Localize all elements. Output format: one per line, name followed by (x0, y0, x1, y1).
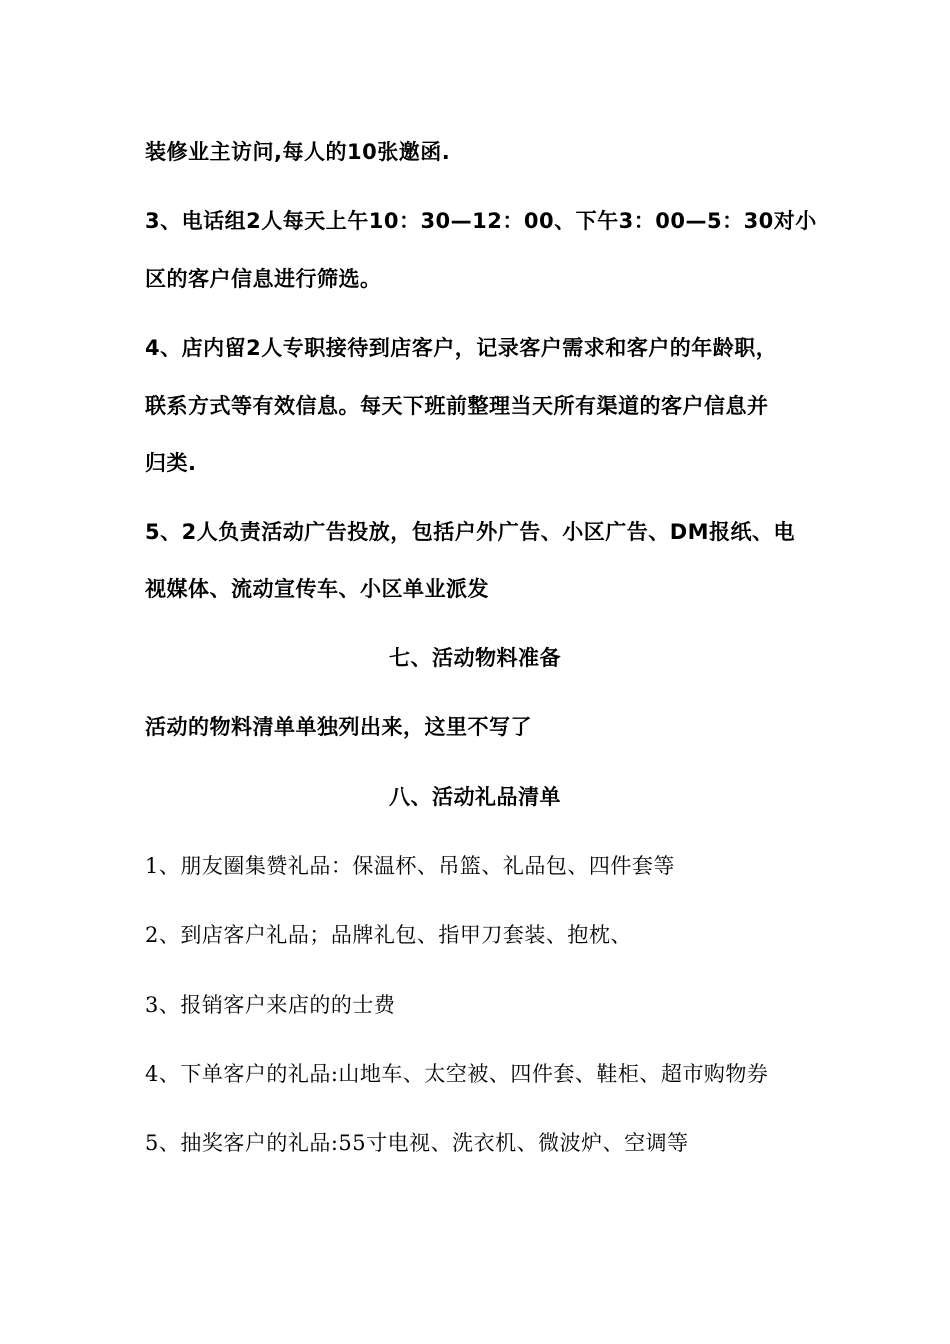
list-item-5-line-2: 视媒体、流动宣传车、小区单业派发 (145, 577, 489, 601)
list-item-3-line-1: 3、电话组2人每天上午10：30—12：00、下午3：00—5：30对小 (145, 209, 817, 233)
list-item-5-line-1: 5、2人负责活动广告投放，包括户外广告、小区广告、DM报纸、电 (145, 520, 796, 544)
section-8-heading: 八、活动礼品清单 (389, 785, 561, 809)
gift-list-item-3: 3、报销客户来店的的士费 (145, 993, 396, 1017)
section-7-body: 活动的物料清单单独列出来，这里不写了 (145, 715, 532, 739)
gift-list-item-5: 5、抽奖客户的礼品:55寸电视、洗衣机、微波炉、空调等 (145, 1131, 689, 1155)
list-item-4-line-1: 4、店内留2人专职接待到店客户，记录客户需求和客户的年龄职， (145, 336, 778, 360)
gift-list-item-1: 1、朋友圈集赞礼品：保温杯、吊篮、礼品包、四件套等 (145, 854, 675, 878)
paragraph-line: 装修业主访问,每人的10张邀函. (145, 140, 451, 164)
list-item-4-line-2: 联系方式等有效信息。每天下班前整理当天所有渠道的客户信息并 (145, 394, 769, 418)
list-item-3-line-2: 区的客户信息进行筛选。 (145, 267, 382, 291)
gift-list-item-4: 4、下单客户的礼品:山地车、太空被、四件套、鞋柜、超市购物券 (145, 1062, 769, 1086)
gift-list-item-2: 2、到店客户礼品；品牌礼包、指甲刀套装、抱枕、 (145, 923, 632, 947)
list-item-4-line-3: 归类. (145, 451, 197, 475)
section-7-heading: 七、活动物料准备 (389, 646, 561, 670)
